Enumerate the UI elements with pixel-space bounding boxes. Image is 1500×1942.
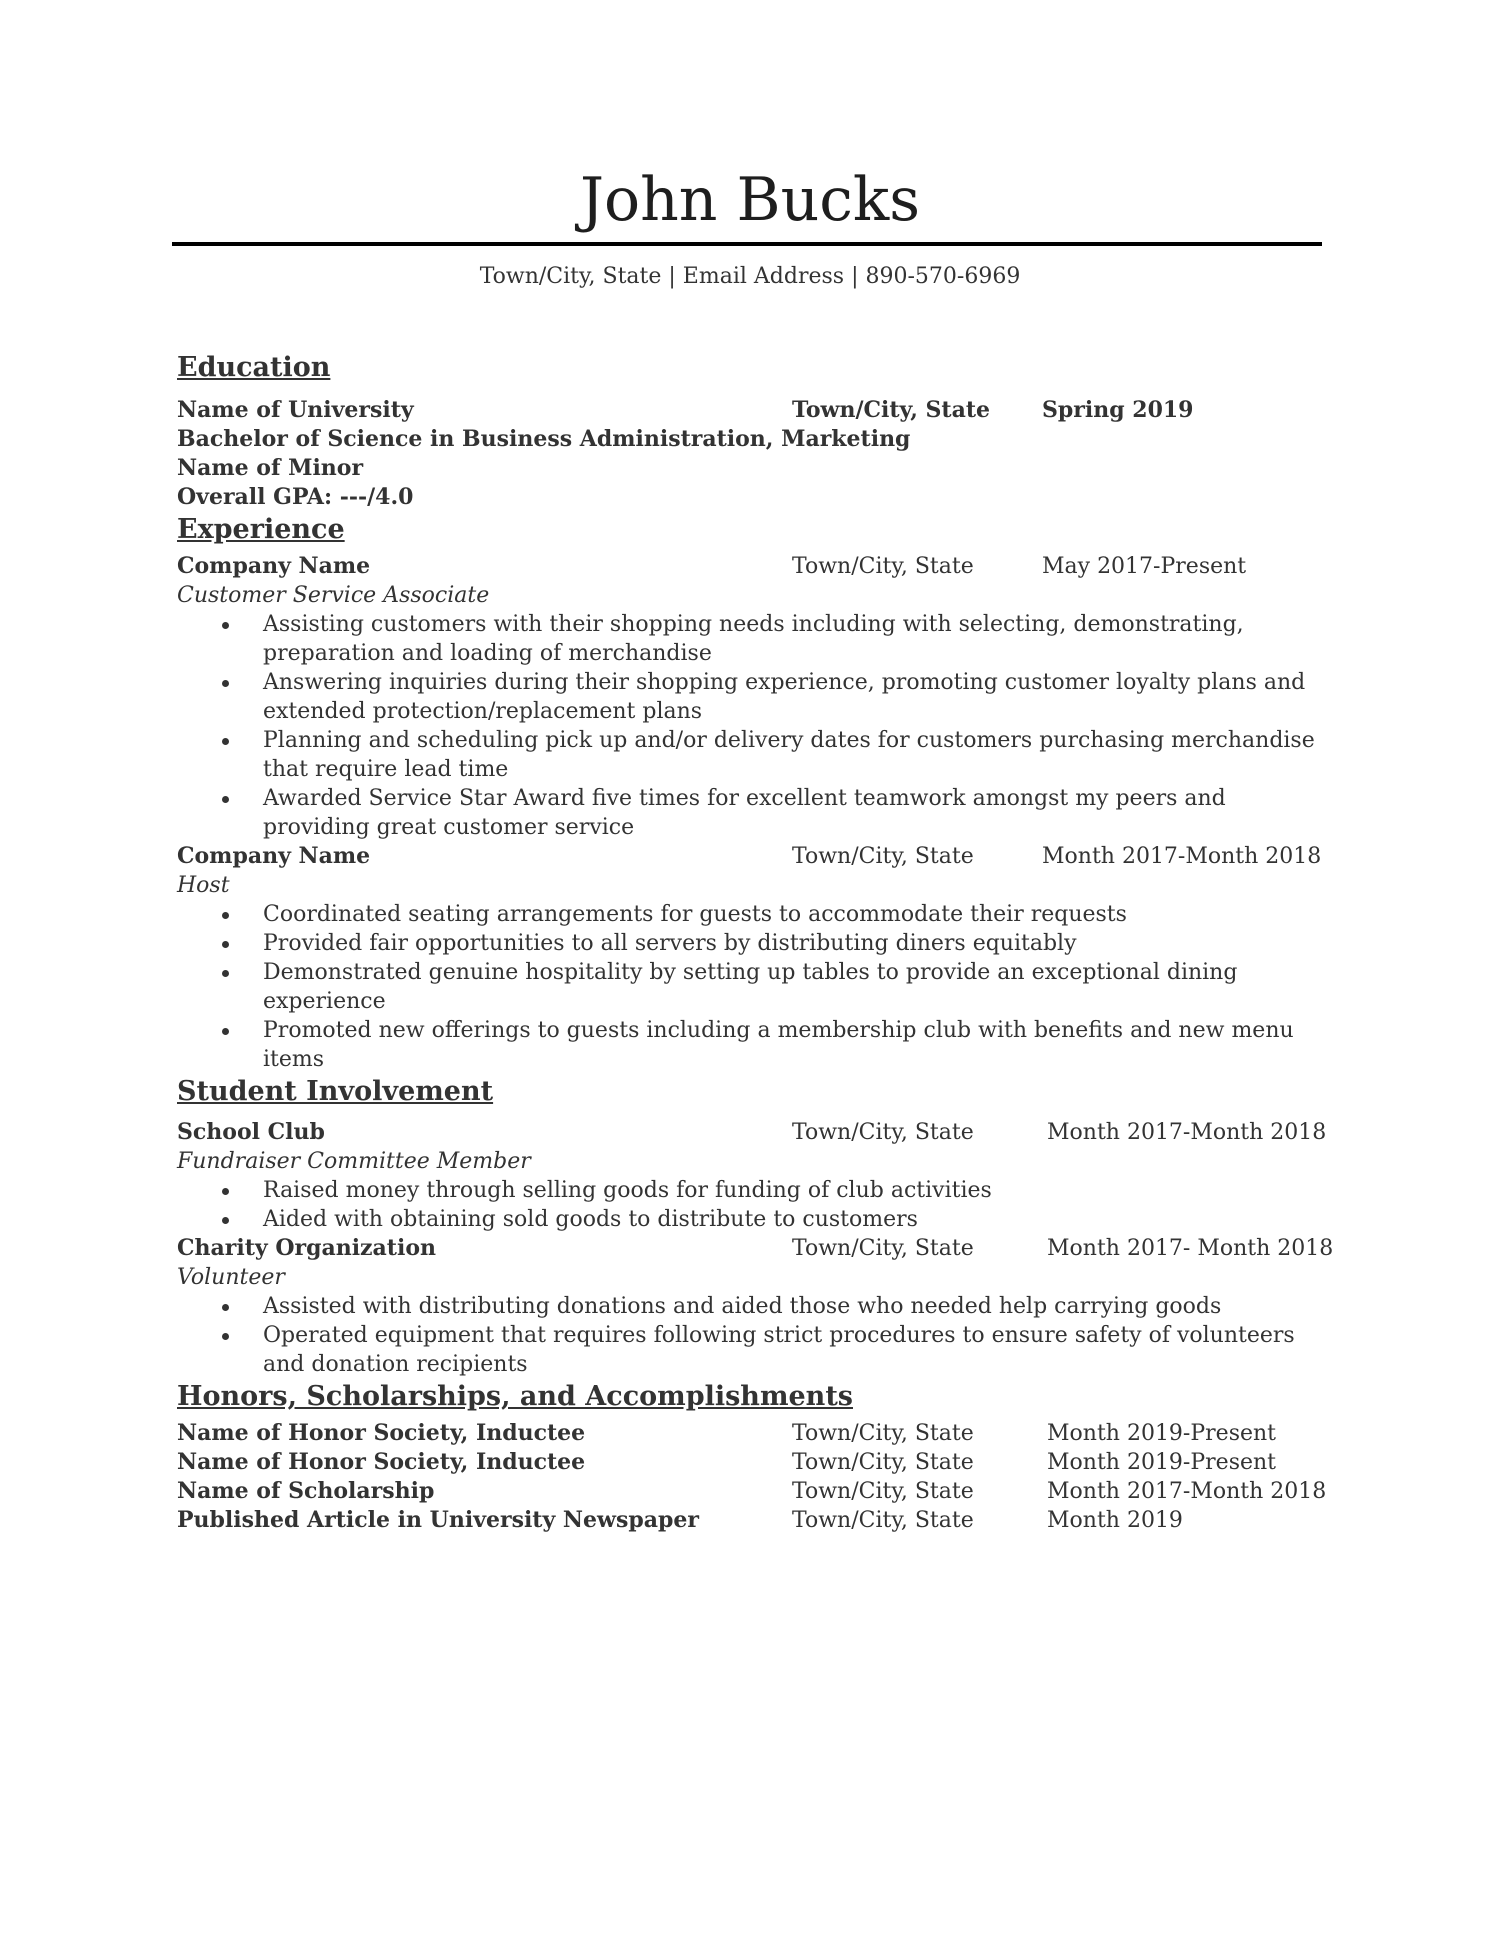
bullet-dot-icon bbox=[222, 1333, 229, 1340]
honor-location: Town/City, State bbox=[792, 1450, 974, 1475]
bullet-text: Provided fair opportunities to all servers by distributing diners equitably bbox=[263, 931, 1077, 956]
bullet-dot-icon bbox=[222, 796, 229, 803]
bullet-text: Answering inquiries during their shopping experience, promoting customer loyalty plans and extended protection/replacement plans bbox=[263, 670, 1306, 724]
company-name: Company Name bbox=[177, 553, 371, 579]
education-row bbox=[177, 396, 1337, 425]
bullet-text: Promoted new offerings to guests including a membership club with benefits and new menu items bbox=[263, 1018, 1294, 1072]
education-heading: Education bbox=[177, 352, 331, 383]
honor-row bbox=[177, 1419, 1337, 1448]
honor-row bbox=[177, 1506, 1337, 1535]
bullet-text: Aided with obtaining sold goods to distribute to customers bbox=[263, 1207, 918, 1232]
honor-date: Month 2019-Present bbox=[1047, 1421, 1277, 1446]
bullet-text: Awarded Service Star Award five times for excellent teamwork amongst my peers and providing great customer service bbox=[263, 786, 1226, 840]
org-date: Month 2017-Month 2018 bbox=[1047, 1120, 1327, 1145]
contact-line: Town/City, State | Email Address | 890-570-6969 bbox=[479, 264, 1021, 289]
org-name: Charity Organization bbox=[177, 1235, 436, 1261]
honor-row bbox=[177, 1477, 1337, 1506]
honor-name: Name of Honor Society, Inductee bbox=[177, 1449, 586, 1475]
org-role: Fundraiser Committee Member bbox=[177, 1149, 531, 1174]
bullet-dot-icon bbox=[222, 1217, 229, 1224]
university-name: Name of University bbox=[177, 397, 414, 423]
involvement-row bbox=[177, 1118, 1337, 1147]
bullet-item bbox=[177, 610, 1337, 668]
job-location: Town/City, State bbox=[792, 844, 974, 869]
university-location: Town/City, State bbox=[792, 397, 990, 423]
job-date: Month 2017-Month 2018 bbox=[1042, 844, 1322, 869]
bullet-item bbox=[177, 958, 1337, 1016]
honor-name: Name of Honor Society, Inductee bbox=[177, 1420, 586, 1446]
org-location: Town/City, State bbox=[792, 1120, 974, 1145]
involvement-entry bbox=[177, 1234, 1337, 1379]
involvement-heading: Student Involvement bbox=[177, 1076, 494, 1107]
bullet-text: Planning and scheduling pick up and/or delivery dates for customers purchasing merchandise that require lead time bbox=[263, 728, 1315, 782]
job-title: Customer Service Associate bbox=[177, 583, 490, 608]
org-bullets bbox=[177, 1176, 1337, 1234]
bullet-dot-icon bbox=[222, 1188, 229, 1195]
bullet-item bbox=[177, 668, 1337, 726]
bullet-text: Raised money through selling goods for funding of club activities bbox=[263, 1178, 992, 1203]
bullet-text: Demonstrated genuine hospitality by setting up tables to provide an exceptional dining experience bbox=[263, 960, 1238, 1014]
bullet-item bbox=[177, 929, 1337, 958]
honor-date: Month 2019-Present bbox=[1047, 1450, 1277, 1475]
bullet-dot-icon bbox=[222, 1028, 229, 1035]
job-row bbox=[177, 842, 1337, 871]
job-bullets bbox=[177, 610, 1337, 842]
bullet-item bbox=[177, 900, 1337, 929]
honors-heading: Honors, Scholarships, and Accomplishments bbox=[177, 1381, 853, 1412]
bullet-text: Coordinated seating arrangements for guests to accommodate their requests bbox=[263, 902, 1127, 927]
honor-date: Month 2017-Month 2018 bbox=[1047, 1479, 1327, 1504]
org-name: School Club bbox=[177, 1119, 325, 1145]
involvement-entry bbox=[177, 1118, 1337, 1234]
bullet-dot-icon bbox=[222, 680, 229, 687]
header-divider bbox=[172, 242, 1322, 246]
bullet-item bbox=[177, 726, 1337, 784]
org-date: Month 2017- Month 2018 bbox=[1047, 1236, 1334, 1261]
job-location: Town/City, State bbox=[792, 554, 974, 579]
org-location: Town/City, State bbox=[792, 1236, 974, 1261]
job-row bbox=[177, 552, 1337, 581]
bullet-item bbox=[177, 784, 1337, 842]
honor-location: Town/City, State bbox=[792, 1508, 974, 1533]
company-name: Company Name bbox=[177, 843, 371, 869]
bullet-item bbox=[177, 1016, 1337, 1074]
bullet-text: Assisted with distributing donations and aided those who needed help carrying goods bbox=[263, 1294, 1222, 1319]
honor-row bbox=[177, 1448, 1337, 1477]
minor: Name of Minor bbox=[177, 455, 364, 481]
resume-body bbox=[177, 350, 1337, 1535]
bullet-dot-icon bbox=[222, 738, 229, 745]
job-title: Host bbox=[177, 873, 230, 898]
honor-location: Town/City, State bbox=[792, 1479, 974, 1504]
experience-heading: Experience bbox=[177, 514, 345, 545]
org-role: Volunteer bbox=[177, 1265, 285, 1290]
bullet-dot-icon bbox=[222, 1304, 229, 1311]
job-date: May 2017-Present bbox=[1042, 554, 1247, 579]
bullet-item bbox=[177, 1176, 1337, 1205]
degree: Bachelor of Science in Business Administration, Marketing bbox=[177, 426, 911, 452]
bullet-dot-icon bbox=[222, 970, 229, 977]
bullet-dot-icon bbox=[222, 941, 229, 948]
graduation-date: Spring 2019 bbox=[1042, 397, 1194, 423]
bullet-item bbox=[177, 1321, 1337, 1379]
bullet-item bbox=[177, 1205, 1337, 1234]
honor-date: Month 2019 bbox=[1047, 1508, 1183, 1533]
bullet-dot-icon bbox=[222, 622, 229, 629]
bullet-text: Operated equipment that requires following strict procedures to ensure safety of volunteers and donation recipients bbox=[263, 1323, 1295, 1377]
job-entry bbox=[177, 842, 1337, 1074]
bullet-item bbox=[177, 1292, 1337, 1321]
honor-name: Name of Scholarship bbox=[177, 1478, 435, 1504]
job-bullets bbox=[177, 900, 1337, 1074]
bullet-dot-icon bbox=[222, 912, 229, 919]
gpa: Overall GPA: ---/4.0 bbox=[177, 484, 414, 510]
honor-location: Town/City, State bbox=[792, 1421, 974, 1446]
bullet-text: Assisting customers with their shopping needs including with selecting, demonstrating, preparation and loading of merchandise bbox=[263, 612, 1244, 666]
honor-name: Published Article in University Newspaper bbox=[177, 1507, 699, 1533]
job-entry bbox=[177, 552, 1337, 842]
resume-name: John Bucks bbox=[579, 165, 921, 235]
involvement-row bbox=[177, 1234, 1337, 1263]
org-bullets bbox=[177, 1292, 1337, 1379]
